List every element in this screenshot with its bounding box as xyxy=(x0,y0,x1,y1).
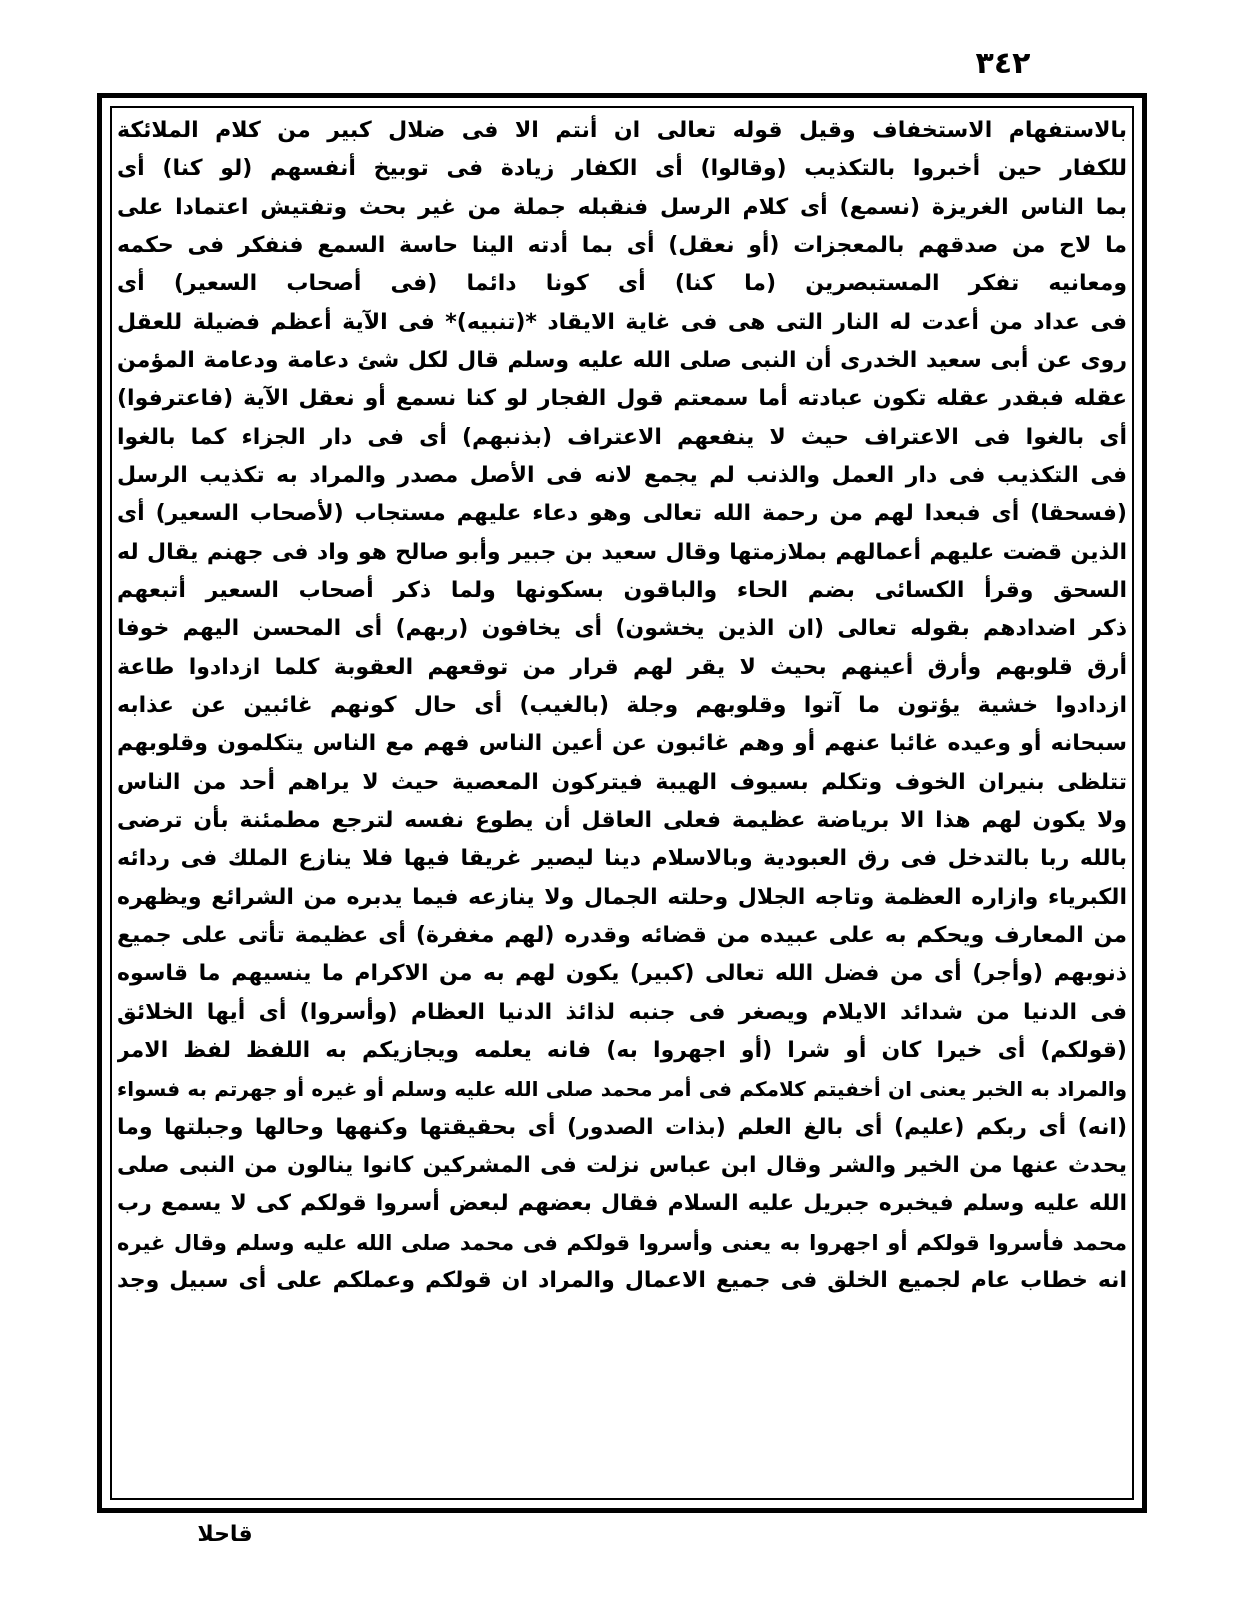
page-number: ٣٤٢ xyxy=(975,46,1031,81)
text-line: ذنوبهم (وأجر) أى من فضل الله تعالى (كبير) يكون لهم به من الاكرام ما ينسيهم ما قاسوه xyxy=(117,961,1127,987)
body-text xyxy=(117,112,1127,1492)
text-line: الكبرياء وازاره العظمة وتاجه الجلال وحلته الجمال ولا ينازعه فيما يدبره من الشرائع ويظهره xyxy=(117,884,1127,910)
text-line: (قولكم) أى خيرا كان أو شرا (أو اجهروا به) فانه يعلمه ويجازيكم به اللفظ لفظ الامر xyxy=(117,1037,1127,1063)
text-line: فى عداد من أعدت له النار التى هى فى غاية الايقاد *(تنبيه)* فى الآية أعظم فضيلة للعقل xyxy=(117,309,1127,335)
text-line: ذكر اضدادهم بقوله تعالى (ان الذين يخشون) أى يخافون (ربهم) أى المحسن اليهم خوفا xyxy=(117,616,1127,642)
text-line: ولا يكون لهم هذا الا برياضة عظيمة فعلى العاقل أن يطوع نفسه لترجع مطمئنة بأن ترضى xyxy=(117,807,1127,833)
text-line: (انه) أى ربكم (عليم) أى بالغ العلم (بذات الصدور) أى بحقيقتها وكنهها وحالها وجبلتها وما xyxy=(117,1114,1127,1140)
text-line: السحق وقرأ الكسائى بضم الحاء والباقون بسكونها ولما ذكر أصحاب السعير أتبعهم xyxy=(117,577,1127,603)
text-line: أرق قلوبهم وأرق أعينهم بحيث لا يقر لهم قرار من توقعهم العقوبة كلما ازدادوا طاعة xyxy=(117,654,1127,680)
text-line: يحدث عنها من الخير والشر وقال ابن عباس نزلت فى المشركين كانوا ينالون من النبى صلى xyxy=(117,1152,1127,1178)
text-line: سبحانه أو وعيده غائبا عنهم أو وهم غائبون عن أعين الناس فهم مع الناس يتكلمون وقلوبهم xyxy=(117,731,1127,757)
text-line: محمد فأسروا قولكم أو اجهروا به يعنى وأسروا قولكم فى محمد صلى الله عليه وسلم وقال غيره xyxy=(117,1230,1127,1255)
text-line: بالله ربا بالتدخل فى رق العبودية وبالاسلام دينا ليصير غريقا فيها فلا ينازع الملك فى ردائه xyxy=(117,846,1127,872)
text-line: أى بالغوا فى الاعتراف حيث لا ينفعهم الاعتراف (بذنبهم) أى فى دار الجزاء كما بالغوا xyxy=(117,424,1127,450)
text-line: تتلظى بنيران الخوف وتكلم بسيوف الهيبة فيتركون المعصية حيث لا يراهم أحد من الناس xyxy=(117,769,1127,795)
text-line: ما لاح من صدقهم بالمعجزات (أو نعقل) أى بما أدته الينا حاسة السمع فنفكر فى حكمه xyxy=(117,232,1127,258)
text-line: انه خطاب عام لجميع الخلق فى جميع الاعمال والمراد ان قولكم وعملكم على أى سبيل وجد xyxy=(117,1267,1127,1293)
text-line: الله عليه وسلم فيخبره جبريل عليه السلام فقال بعضهم لبعض أسروا قولكم كى لا يسمع رب xyxy=(117,1191,1127,1217)
text-line: للكفار حين أخبروا بالتكذيب (وقالوا) أى الكفار زيادة فى توبيخ أنفسهم (لو كنا) أى xyxy=(117,156,1127,182)
text-line: فى الدنيا من شدائد الايلام ويصغر فى جنبه لذائذ الدنيا العظام (وأسروا) أى أيها الخلائق xyxy=(117,999,1127,1025)
text-line: والمراد به الخبر يعنى ان أخفيتم كلامكم فى أمر محمد صلى الله عليه وسلم أو غيره أو جهرتم به فسواء xyxy=(117,1077,1127,1102)
text-line: ومعانيه تفكر المستبصرين (ما كنا) أى كونا دائما (فى أصحاب السعير) أى xyxy=(117,271,1127,297)
text-line: (فسحقا) أى فبعدا لهم من رحمة الله تعالى وهو دعاء عليهم مستجاب (لأصحاب السعير) أى xyxy=(117,501,1127,527)
text-line: الذين قضت عليهم أعمالهم بملازمتها وقال سعيد بن جبير وأبو صالح هو واد فى جهنم يقال له xyxy=(117,539,1127,565)
catchword: قاحلا xyxy=(197,1522,253,1547)
text-line: بما الناس الغريزة (نسمع) أى كلام الرسل فنقبله جملة من غير بحث وتفتيش اعتمادا على xyxy=(117,194,1127,220)
text-line: بالاستفهام الاستخفاف وقيل قوله تعالى ان أنتم الا فى ضلال كبير من كلام الملائكة xyxy=(117,118,1127,143)
text-line: من المعارف ويحكم به على عبيده من قضائه وقدره (لهم مغفرة) أى عظيمة تأتى على جميع xyxy=(117,922,1127,948)
text-line: فى التكذيب فى دار العمل والذنب لم يجمع لانه فى الأصل مصدر والمراد به تكذيب الرسل xyxy=(117,462,1127,488)
text-line: ازدادوا خشية يؤتون ما آتوا وقلوبهم وجلة (بالغيب) أى حال كونهم غائبين عن عذابه xyxy=(117,692,1127,718)
text-line: عقله فبقدر عقله تكون عبادته أما سمعتم قول الفجار لو كنا نسمع أو نعقل الآية (فاعترفوا) xyxy=(117,386,1127,412)
text-line: روى عن أبى سعيد الخدرى أن النبى صلى الله عليه وسلم قال لكل شئ دعامة ودعامة المؤمن xyxy=(117,347,1127,373)
